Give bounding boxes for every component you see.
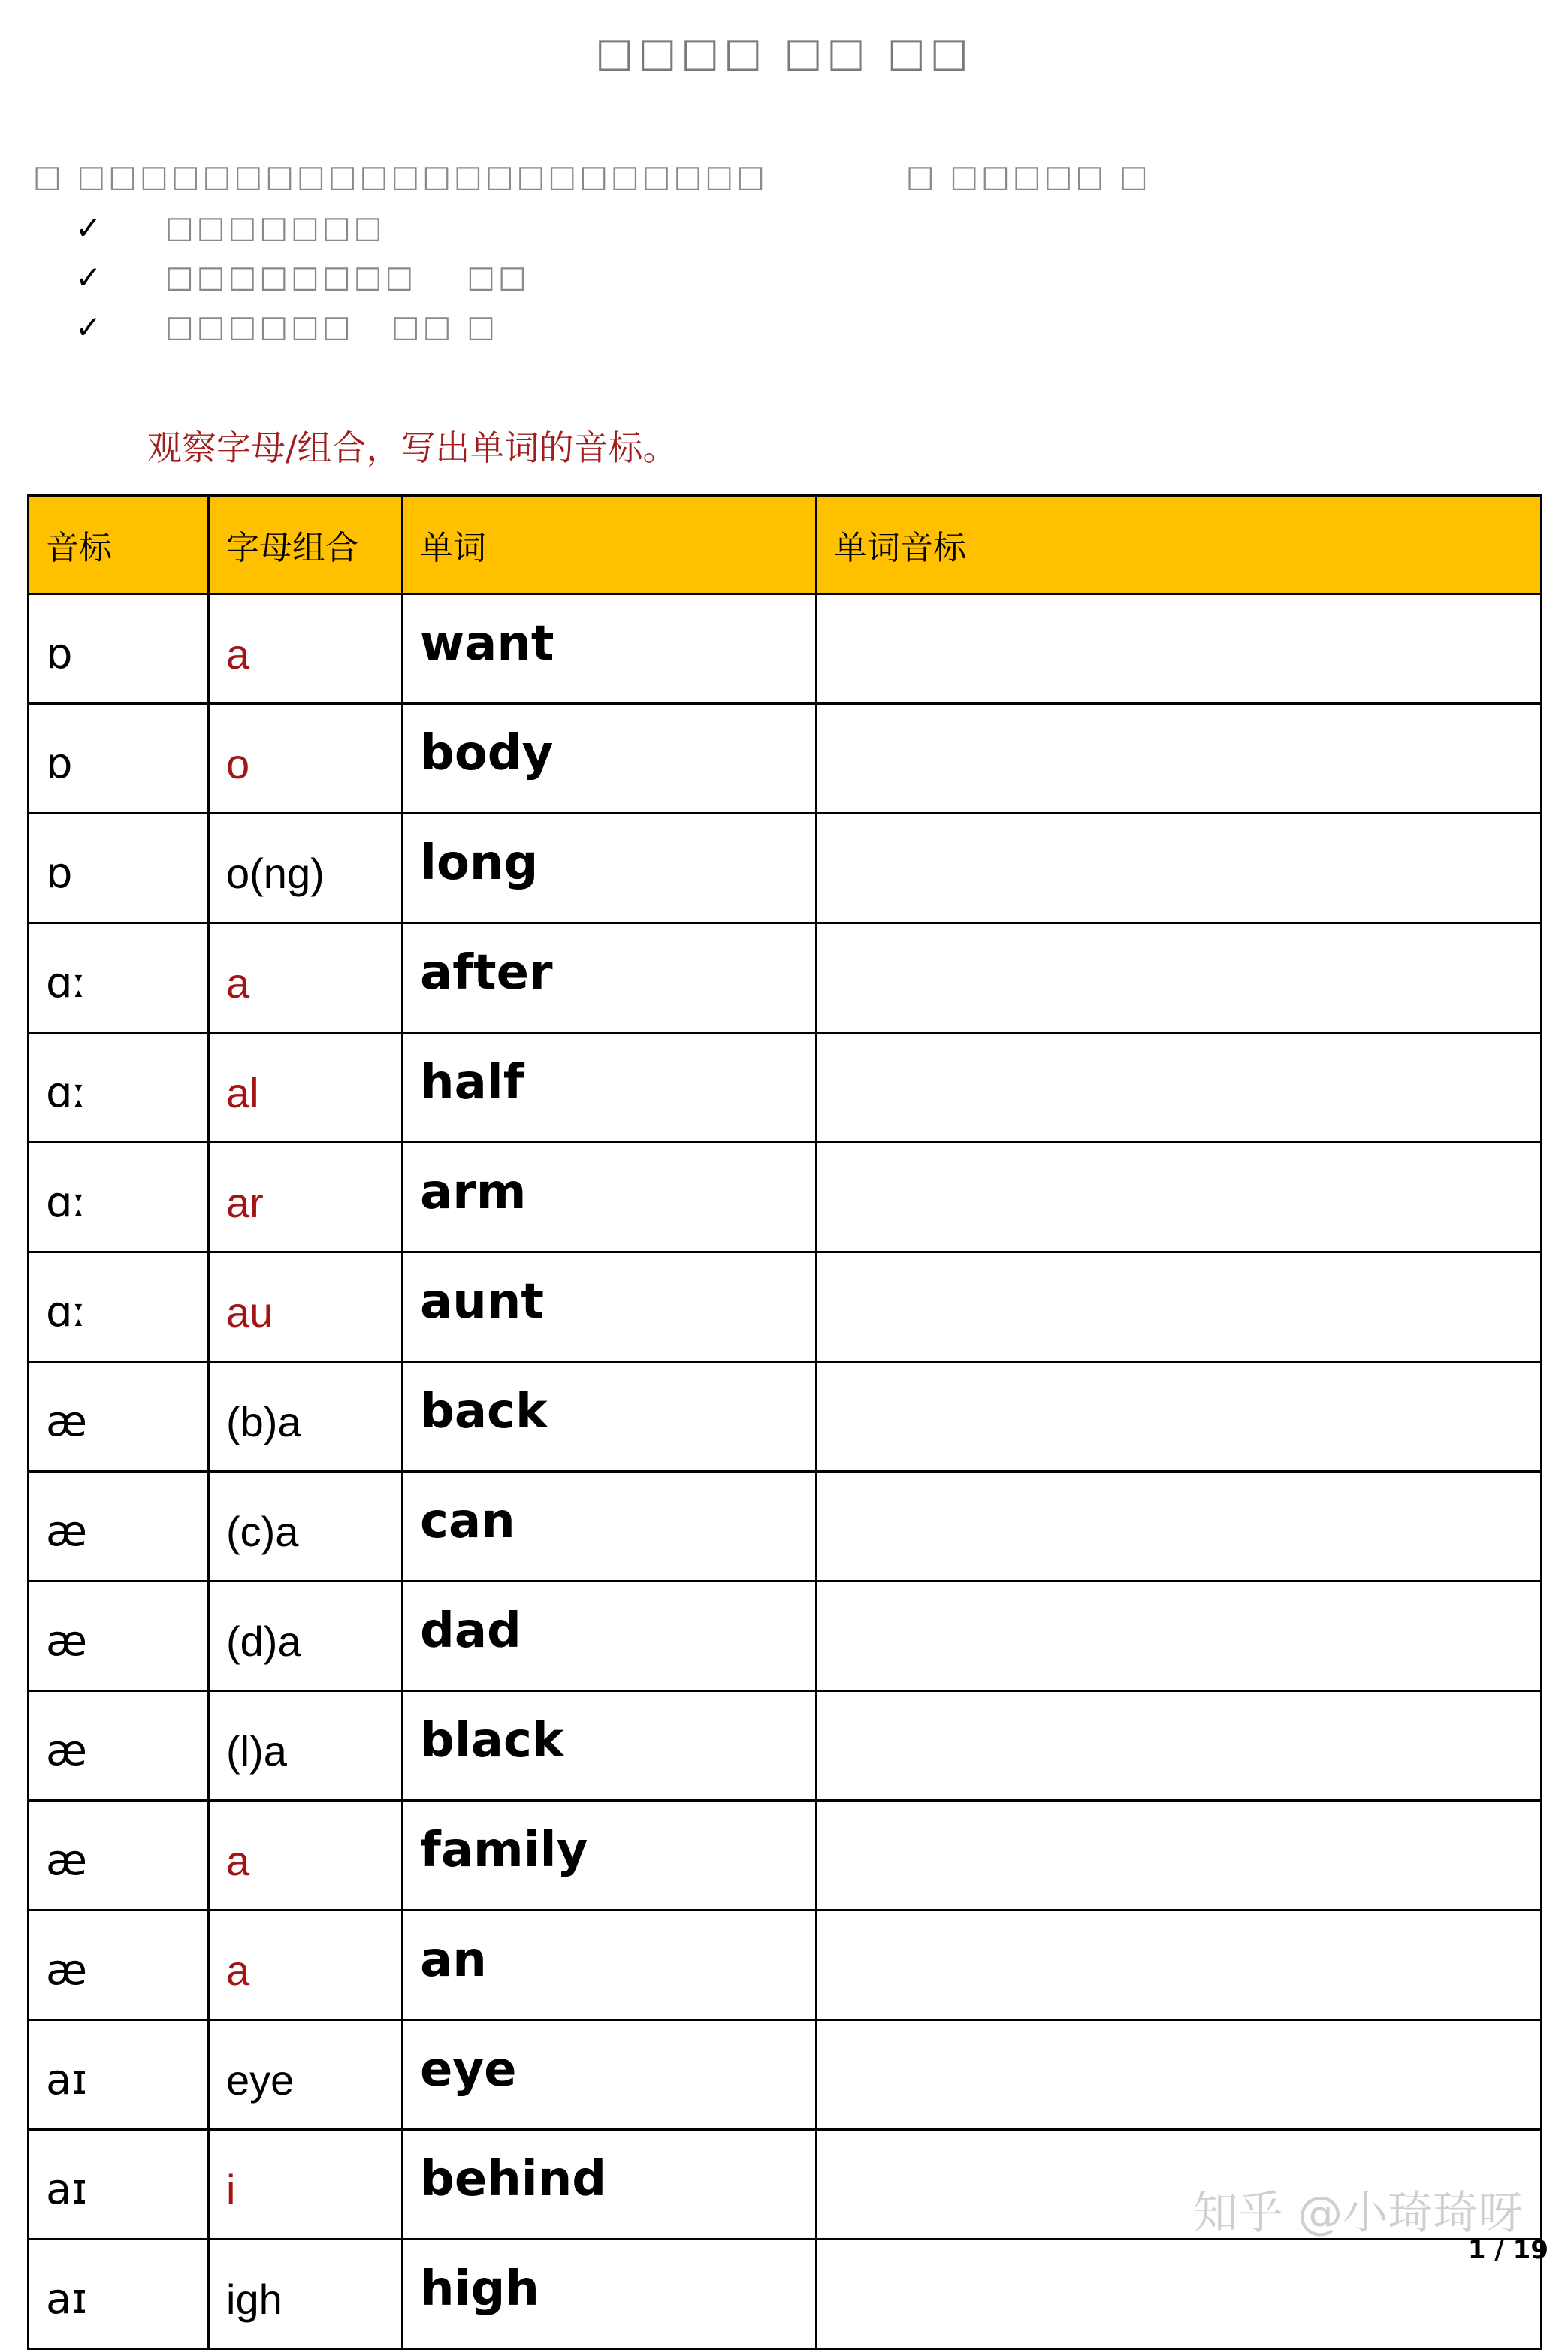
cell-word-ipa-answer[interactable] — [817, 1801, 1542, 1911]
table-body — [29, 594, 1542, 2349]
table-row — [29, 1801, 1542, 1911]
cell-word: dad — [403, 1581, 817, 1691]
cell-word-ipa-answer[interactable] — [817, 1033, 1542, 1143]
cell-word-ipa-answer[interactable] — [817, 2020, 1542, 2130]
checklist-item — [75, 302, 530, 352]
cell-letter-combo: i — [209, 2130, 403, 2240]
phonics-table — [27, 494, 1542, 2350]
table-row — [29, 923, 1542, 1033]
cell-word-ipa-answer[interactable] — [817, 1362, 1542, 1472]
table-row — [29, 814, 1542, 923]
cell-letter-combo: (l)a — [209, 1691, 403, 1801]
cell-word: half — [403, 1033, 817, 1143]
table-row — [29, 1691, 1542, 1801]
page-title: □□□□ □□ □□ — [595, 29, 973, 76]
cell-letter-combo: eye — [209, 2020, 403, 2130]
cell-word: behind — [403, 2130, 817, 2240]
checkmark-icon: ✓ — [75, 258, 102, 296]
checkmark-icon: ✓ — [75, 209, 102, 246]
cell-word-ipa-answer[interactable] — [817, 814, 1542, 923]
cell-word: can — [403, 1472, 817, 1581]
cell-word-ipa-answer[interactable] — [817, 923, 1542, 1033]
column-header-word: 单词 — [403, 496, 817, 594]
cell-word-ipa-answer[interactable] — [817, 594, 1542, 704]
cell-word: high — [403, 2240, 817, 2349]
table-row — [29, 1362, 1542, 1472]
checklist-item — [75, 252, 530, 302]
cell-ipa: æ — [29, 1691, 209, 1801]
cell-letter-combo: au — [209, 1252, 403, 1362]
checklist — [75, 203, 530, 352]
cell-word: want — [403, 594, 817, 704]
cell-word: after — [403, 923, 817, 1033]
cell-word: body — [403, 704, 817, 814]
cell-letter-combo: (c)a — [209, 1472, 403, 1581]
cell-ipa: æ — [29, 1472, 209, 1581]
checklist-item-text: □□□□□□ □□ □ — [165, 310, 498, 344]
instruction-text: 观察字母/组合，写出单词的音标。 — [147, 427, 678, 468]
column-header-letter-combo: 字母组合 — [209, 496, 403, 594]
column-header-ipa: 音标 — [29, 496, 209, 594]
cell-word: aunt — [403, 1252, 817, 1362]
cell-ipa: ɑː — [29, 1143, 209, 1252]
checklist-item — [75, 203, 530, 252]
checklist-item-text: □□□□□□□ — [165, 210, 385, 245]
page-number: 1 / 19 — [1467, 2235, 1548, 2265]
cell-ipa: ɒ — [29, 704, 209, 814]
cell-word: black — [403, 1691, 817, 1801]
cell-letter-combo: (d)a — [209, 1581, 403, 1691]
cell-ipa: aɪ — [29, 2020, 209, 2130]
table-row — [29, 1143, 1542, 1252]
cell-ipa: ɑː — [29, 1033, 209, 1143]
cell-letter-combo: o — [209, 704, 403, 814]
cell-ipa: æ — [29, 1362, 209, 1472]
cell-word-ipa-answer[interactable] — [817, 1911, 1542, 2020]
cell-word: family — [403, 1801, 817, 1911]
checkmark-icon: ✓ — [75, 308, 102, 346]
cell-ipa: æ — [29, 1911, 209, 2020]
cell-word: back — [403, 1362, 817, 1472]
table-row — [29, 1252, 1542, 1362]
cell-letter-combo: ar — [209, 1143, 403, 1252]
cell-word-ipa-answer[interactable] — [817, 704, 1542, 814]
cell-letter-combo: a — [209, 594, 403, 704]
table-row — [29, 2020, 1542, 2130]
cell-word-ipa-answer[interactable] — [817, 1252, 1542, 1362]
cell-ipa: ɑː — [29, 923, 209, 1033]
column-header-word-ipa: 单词音标 — [817, 496, 1542, 594]
cell-word-ipa-answer[interactable] — [817, 1143, 1542, 1252]
cell-ipa: aɪ — [29, 2130, 209, 2240]
cell-ipa: aɪ — [29, 2240, 209, 2349]
table-header-row — [29, 496, 1542, 594]
cell-ipa: æ — [29, 1801, 209, 1911]
cell-word: eye — [403, 2020, 817, 2130]
table-row — [29, 1472, 1542, 1581]
cell-word-ipa-answer[interactable] — [817, 1472, 1542, 1581]
intro-line: □ □□□□□□□□□□□□□□□□□□□□□□ □ □□□□□ □ — [33, 159, 1151, 194]
cell-letter-combo: a — [209, 923, 403, 1033]
table-row — [29, 1581, 1542, 1691]
cell-word-ipa-answer[interactable] — [817, 2240, 1542, 2349]
table-row — [29, 1911, 1542, 2020]
cell-letter-combo: o(ng) — [209, 814, 403, 923]
watermark: 知乎 @小琦琦呀 — [1193, 2187, 1524, 2240]
cell-letter-combo: igh — [209, 2240, 403, 2349]
cell-letter-combo: (b)a — [209, 1362, 403, 1472]
cell-letter-combo: a — [209, 1801, 403, 1911]
cell-word: long — [403, 814, 817, 923]
cell-letter-combo: al — [209, 1033, 403, 1143]
cell-ipa: ɒ — [29, 594, 209, 704]
cell-word-ipa-answer[interactable] — [817, 1691, 1542, 1801]
cell-word-ipa-answer[interactable] — [817, 1581, 1542, 1691]
checklist-item-text: □□□□□□□□ □□ — [165, 260, 530, 295]
cell-word: an — [403, 1911, 817, 2020]
table-row — [29, 1033, 1542, 1143]
table-row — [29, 704, 1542, 814]
cell-word: arm — [403, 1143, 817, 1252]
cell-letter-combo: a — [209, 1911, 403, 2020]
cell-ipa: ɒ — [29, 814, 209, 923]
cell-ipa: ɑː — [29, 1252, 209, 1362]
table-row — [29, 594, 1542, 704]
cell-ipa: æ — [29, 1581, 209, 1691]
table-row — [29, 2240, 1542, 2349]
